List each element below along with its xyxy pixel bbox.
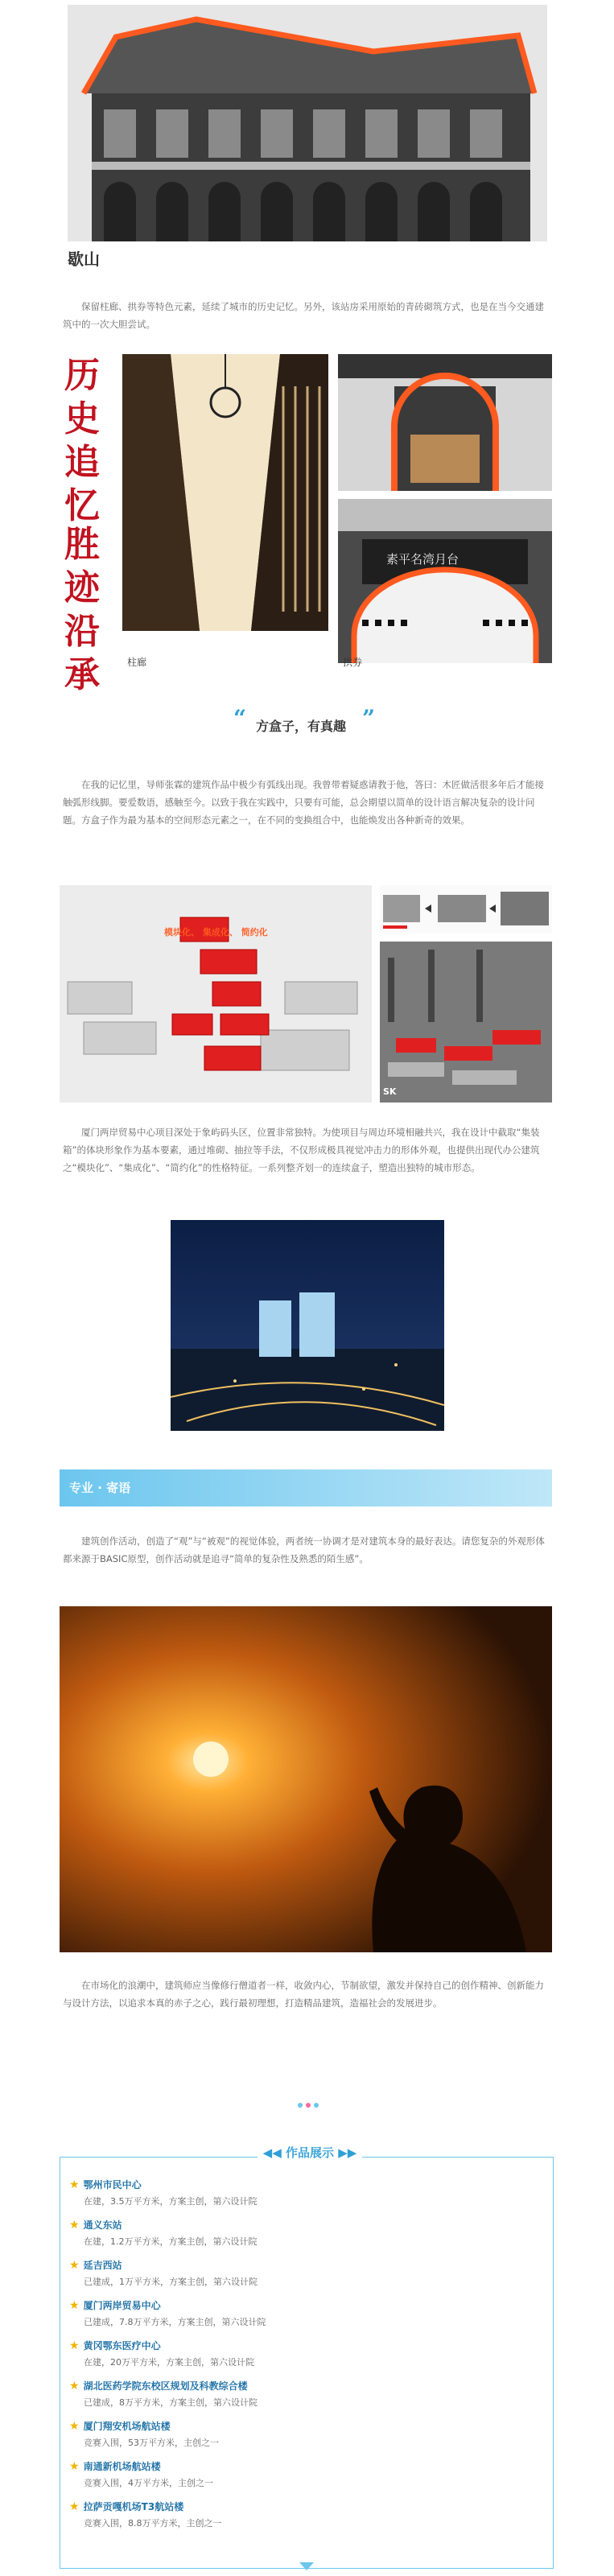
section-label: 专业 · 寄语 [69, 1481, 131, 1495]
paragraph-4: 建筑创作活动，创造了“观”与“被观”的视觉体验，两者统一协调才是对建筑本身的最好表达。请您复杂的外观形体都来源于BASIC原型，创作活动就是追寻“简单的复杂性及熟悉的陌生感”。 [63, 1535, 545, 1564]
slogan-text: 方盒子，有真趣 [256, 719, 347, 734]
star-icon: ★ [69, 2339, 80, 2352]
chevron-right-icon: ▶▶ [338, 2145, 357, 2160]
work-desc: 在建，3.5万平方米，方案主创，第六设计院 [84, 2196, 258, 2207]
star-icon: ★ [69, 2500, 80, 2513]
work-item [69, 2498, 544, 2538]
work-item [69, 2257, 544, 2297]
star-icon: ★ [69, 2460, 80, 2473]
work-item [69, 2337, 544, 2377]
star-icon: ★ [69, 2259, 80, 2272]
work-name: 南通新机场航站楼 [83, 2461, 161, 2472]
slogan [233, 705, 386, 740]
box-sequence [380, 885, 552, 934]
history-title-1: 历史追忆 [64, 355, 100, 526]
star-icon: ★ [69, 2420, 80, 2433]
work-name: 厦门翔安机场航站楼 [83, 2421, 171, 2432]
close-quote: ” [362, 705, 376, 732]
divider-dot [314, 2103, 319, 2108]
history-title-2: 胜迹沿承 [64, 524, 100, 695]
work-name: 延吉西站 [83, 2260, 122, 2271]
work-desc: 在建，1.2万平方米，方案主创，第六设计院 [84, 2236, 258, 2247]
work-name: 厦门两岸贸易中心 [83, 2300, 161, 2311]
container-diagram [60, 885, 552, 1103]
paragraph-5: 在市场化的浪潮中，建筑师应当像修行僧道者一样，收敛内心，节制欲望，激发并保持自己的创作精神、创新能力与设计方法，以追求本真的赤子之心，践行最初理想，打造精品建筑，造福社会的发展进步。 [63, 1980, 544, 2009]
work-desc: 竞赛入围，53万平方米，主创之一 [84, 2438, 219, 2448]
colonnade-caption: 柱廊 [127, 657, 147, 668]
work-desc: 竞赛入围，8.8万平方米，主创之一 [84, 2518, 222, 2529]
paragraph-3: 厦门两岸贸易中心项目深处于象屿码头区，位置非常独特。为使项目与周边环境相融共兴，我在设计中截取“集装箱”的体块形象作为基本要素，通过堆砌、抽拉等手法，不仅形成极具视觉冲击力的形体外观，也提供出现代办公建筑之“模块化”、“集成化”、“简约化”的性格特征。一系列整齐划一的连续盒子，塑造出独特的城市形态。 [63, 1127, 540, 1173]
history-panel [60, 354, 552, 695]
divider-dot [306, 2103, 311, 2108]
station-sign: 素平名湾月台 [386, 552, 459, 567]
works-title [258, 2144, 362, 2161]
harbor-photo [380, 942, 552, 1103]
arch-caption: 拱券 [343, 657, 363, 668]
harbor-brand: SK [383, 1086, 397, 1097]
divider-dots [296, 2096, 320, 2111]
work-item [69, 2216, 544, 2257]
chevron-left-icon: ◀◀ [262, 2145, 282, 2160]
works-title-text: 作品展示 [285, 2145, 334, 2160]
star-icon: ★ [69, 2219, 80, 2232]
star-icon: ★ [69, 2299, 80, 2312]
diagram-label-3: 简约化 [241, 927, 268, 938]
work-desc: 已建成，8万平方米，方案主创，第六设计院 [84, 2397, 258, 2408]
work-name: 通义东站 [83, 2219, 122, 2231]
hero-photo [68, 5, 547, 241]
work-name: 黄冈鄂东医疗中心 [83, 2340, 161, 2351]
star-icon: ★ [69, 2178, 80, 2191]
open-quote: “ [233, 705, 247, 732]
work-desc: 在建，20万平方米，方案主创，第六设计院 [84, 2357, 254, 2368]
works-list [69, 2176, 544, 2538]
work-item [69, 2377, 544, 2417]
intro-paragraph: 保留柱廊、拱券等特色元素，延续了城市的历史记忆。另外，该站房采用原始的青砖砌筑方式，也是在当今交通建筑中的一次大胆尝试。 [63, 301, 544, 330]
divider-dot [298, 2103, 303, 2108]
paragraph-2: 在我的记忆里，导师张霖的建筑作品中极少有弧线出现。我曾带着疑惑请教于他，答曰：木匠做活很多年后才能接触弧形线脚。要爱数语，感触至今。以致于我在实践中，只要有可能，总会期望以简单的设计语言解决复杂的设计问题。方盒子作为最为基本的空间形态元素之一，在不同的变换组合中，也能焕发出各种新奇的效果。 [63, 779, 544, 826]
work-desc: 已建成，7.8万平方米，方案主创，第六设计院 [84, 2317, 266, 2327]
arch-photo-top [338, 354, 552, 491]
work-item [69, 2458, 544, 2498]
work-name: 鄂州市民中心 [83, 2179, 142, 2191]
diagram-label-1: 模块化 [164, 927, 191, 938]
hero-caption: 歇山 [68, 249, 100, 269]
work-item [69, 2176, 544, 2216]
work-item [69, 2297, 544, 2337]
container-model-photo [60, 885, 372, 1103]
colonnade-photo [122, 354, 328, 631]
work-desc: 竞赛入围，4万平方米，主创之一 [84, 2478, 213, 2488]
caret-down-icon [299, 2562, 314, 2570]
sunset-photo [60, 1606, 552, 1952]
night-render-photo [171, 1220, 444, 1431]
diagram-labels: 模块化、 集成化、 简约化 [164, 927, 268, 938]
arch-photo-bottom [338, 499, 552, 663]
work-item [69, 2417, 544, 2458]
diagram-label-2: 集成化 [202, 927, 229, 938]
section-bar [60, 1469, 552, 1506]
work-name: 湖北医药学院东校区规划及科教综合楼 [83, 2380, 248, 2392]
work-name: 拉萨贡嘎机场T3航站楼 [83, 2501, 184, 2512]
star-icon: ★ [69, 2380, 80, 2393]
work-desc: 已建成，1万平方米，方案主创，第六设计院 [84, 2277, 258, 2287]
